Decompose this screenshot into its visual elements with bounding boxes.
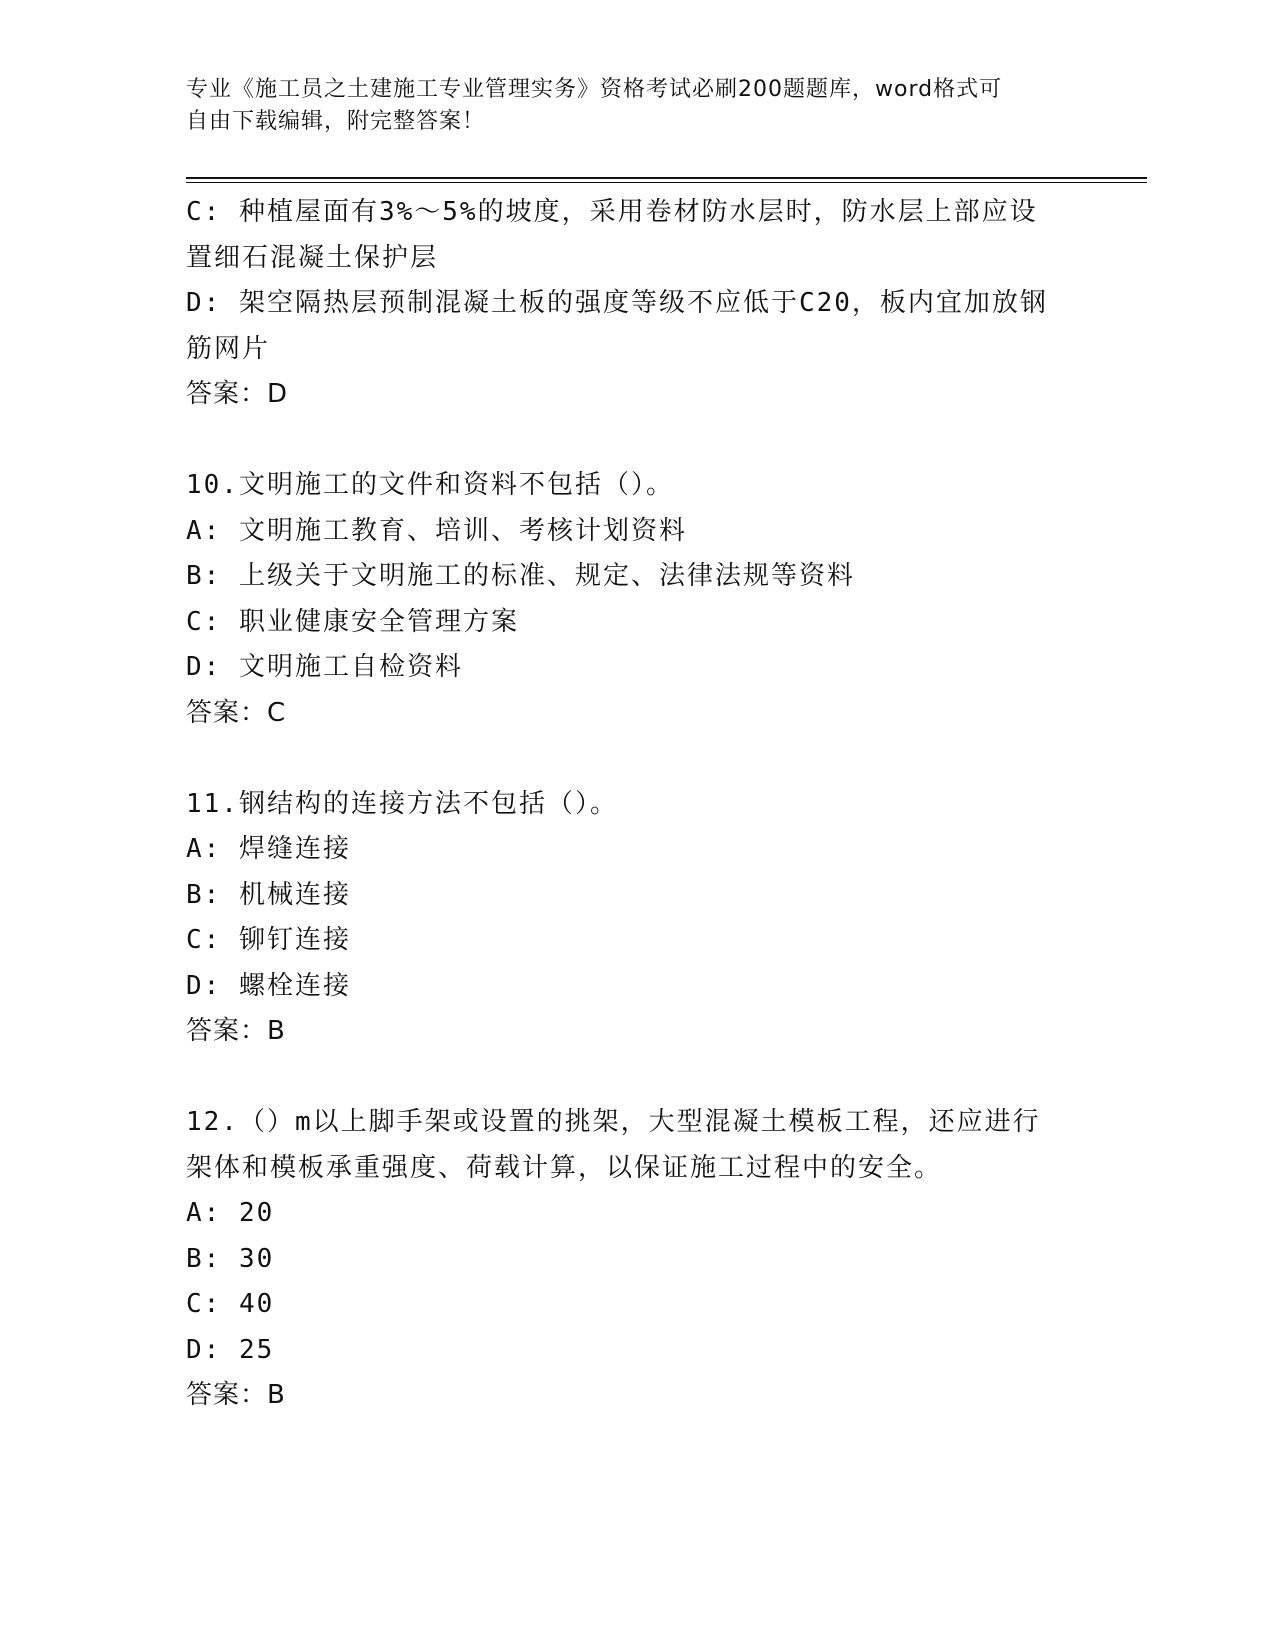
option-a: A: 文明施工教育、培训、考核计划资料 — [186, 515, 687, 546]
question-10 — [186, 463, 1086, 736]
answer-line: 答案：D — [186, 379, 289, 409]
option-b: B: 上级关于文明施工的标准、规定、法律法规等资料 — [186, 561, 855, 591]
header-title-line-2: 自由下载编辑，附完整答案！ — [186, 109, 486, 134]
answer-line: 答案：C — [186, 697, 287, 728]
option-d-line-2: 筋网片 — [186, 333, 271, 364]
option-a: A: 20 — [186, 1198, 275, 1228]
option-d: D: 螺栓连接 — [186, 970, 351, 1001]
option-c: C: 职业健康安全管理方案 — [186, 606, 519, 637]
spacer — [186, 1055, 1086, 1101]
option-b: B: 30 — [186, 1243, 275, 1274]
option-a: A: 焊缝连接 — [186, 834, 351, 864]
question-11 — [186, 782, 1086, 1055]
option-c-line-1: C: 种植屋面有3%～5%的坡度，采用卷材防水层时，防水层上部应设 — [186, 197, 1038, 227]
question-stem-line-2: 架体和模板承重强度、荷载计算，以保证施工过程中的安全。 — [186, 1152, 943, 1183]
document-header — [186, 74, 1066, 138]
question-12 — [186, 1100, 1086, 1419]
header-divider-thick — [186, 177, 1147, 179]
option-d: D: 25 — [186, 1334, 275, 1365]
option-b: B: 机械连接 — [186, 879, 351, 910]
question-list — [186, 190, 1086, 1419]
header-divider-thin — [186, 182, 1147, 183]
answer-line: 答案：B — [186, 1016, 286, 1046]
spacer — [186, 736, 1086, 782]
question-stem: 10.文明施工的文件和资料不包括（）。 — [186, 470, 674, 500]
question-9-continued — [186, 190, 1086, 418]
option-c: C: 铆钉连接 — [186, 925, 351, 955]
question-stem-line-1: 12.（）m以上脚手架或设置的挑架，大型混凝土模板工程，还应进行 — [186, 1107, 1041, 1137]
spacer — [186, 418, 1086, 464]
header-title-line-1: 专业《施工员之土建施工专业管理实务》资格考试必刷200题题库，word格式可 — [186, 77, 1003, 102]
answer-line: 答案：B — [186, 1380, 286, 1410]
option-d: D: 文明施工自检资料 — [186, 652, 463, 682]
question-stem: 11.钢结构的连接方法不包括（）。 — [186, 788, 618, 819]
option-c: C: 40 — [186, 1289, 275, 1319]
option-d-line-1: D: 架空隔热层预制混凝土板的强度等级不应低于C20，板内宜加放钢 — [186, 288, 1048, 318]
option-c-line-2: 置细石混凝土保护层 — [186, 242, 439, 273]
